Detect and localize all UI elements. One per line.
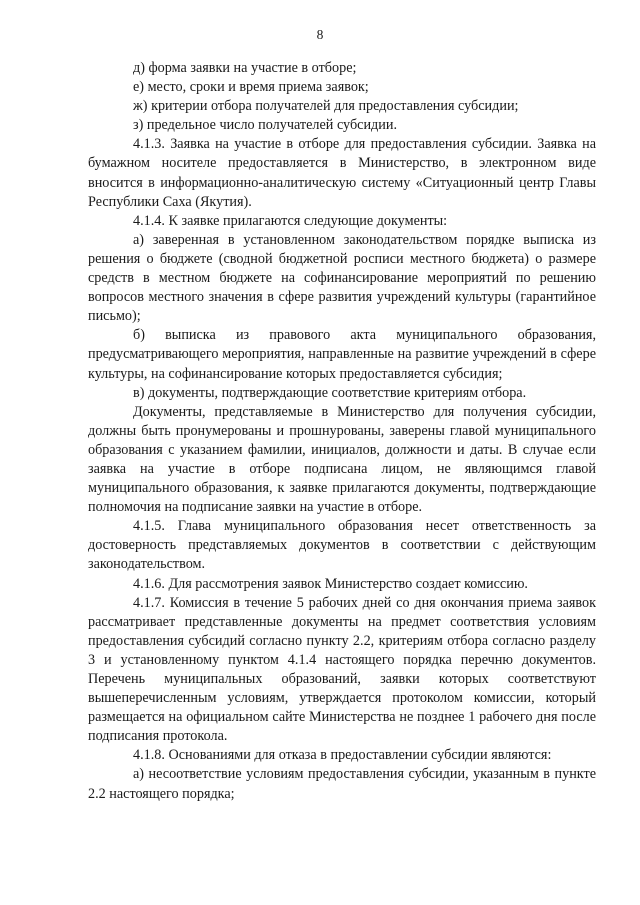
paragraph-documents-requirements: Документы, представляемые в Министерство для получения субсидии, должны быть пронумерованы и прошнурованы, заверены главой муниципального образования с указанием фамилии, инициалов, должности и даты. В случае если заявка на участие в отборе подписана лицом, не являющимся главой муниципального образования, к заявке прилагаются документы, подтверждающие полномочия на подписание заявки на участие в отборе. <box>88 403 596 516</box>
paragraph-item-z: з) предельное число получателей субсидии. <box>133 117 398 134</box>
paragraph-4-1-4: 4.1.4. К заявке прилагаются следующие документы: <box>133 212 448 229</box>
paragraph-4-1-8: 4.1.8. Основаниями для отказа в предоставлении субсидии являются: <box>133 747 552 764</box>
paragraph-4-1-5: 4.1.5. Глава муниципального образования несет ответственность за достоверность представляемых документов в соответствии с действующим законодательством. <box>88 518 596 573</box>
document-body <box>88 59 596 804</box>
paragraph-item-a: а) заверенная в установленном законодательством порядке выписка из решения о бюджете (сводной бюджетной росписи местного бюджета) о размере средств в местном бюджете на софинансирование мероприятий по решению вопросов местного значения в сфере развития учреждений культуры (гарантийное письмо); <box>88 231 596 325</box>
paragraph-4-1-6: 4.1.6. Для рассмотрения заявок Министерство создает комиссию. <box>133 575 528 592</box>
paragraph-item-v: в) документы, подтверждающие соответствие критериям отбора. <box>133 384 527 401</box>
paragraph-item-e: е) место, сроки и время приема заявок; <box>133 79 369 96</box>
paragraph-item-b: б) выписка из правового акта муниципального образования, предусматривающего мероприятия, направленные на развитие учреждений в сфере культуры, на софинансирование которых предоставляется субсидия; <box>88 327 596 382</box>
page-number: 8 <box>316 27 324 42</box>
paragraph-4-1-7: 4.1.7. Комиссия в течение 5 рабочих дней со дня окончания приема заявок рассматривает представленные документы на предмет соответствия условиям предоставления субсидий согласно пункту 2.2, критериям отбора согласно разделу 3 и установленному пунктом 4.1.4 настоящего порядка перечню документов. Перечень муниципальных образований, заявки которых соответствуют вышеперечисленным условиям, утверждается протоколом комиссии, который размещается на официальном сайте Министерства не позднее 1 рабочего дня после подписания протокола. <box>88 594 596 745</box>
paragraph-4-1-3: 4.1.3. Заявка на участие в отборе для предоставления субсидии. Заявка на бумажном носителе предоставляется в Министерство, в электронном виде вносится в информационно-аналитическую систему «Ситуационный центр Главы Республики Саха (Якутия). <box>88 136 596 210</box>
paragraph-item-zh: ж) критерии отбора получателей для предоставления субсидии; <box>133 98 519 115</box>
paragraph-item-d: д) форма заявки на участие в отборе; <box>133 60 357 76</box>
paragraph-refusal-item-a: а) несоответствие условиям предоставления субсидии, указанным в пункте 2.2 настоящего порядка; <box>88 766 596 802</box>
